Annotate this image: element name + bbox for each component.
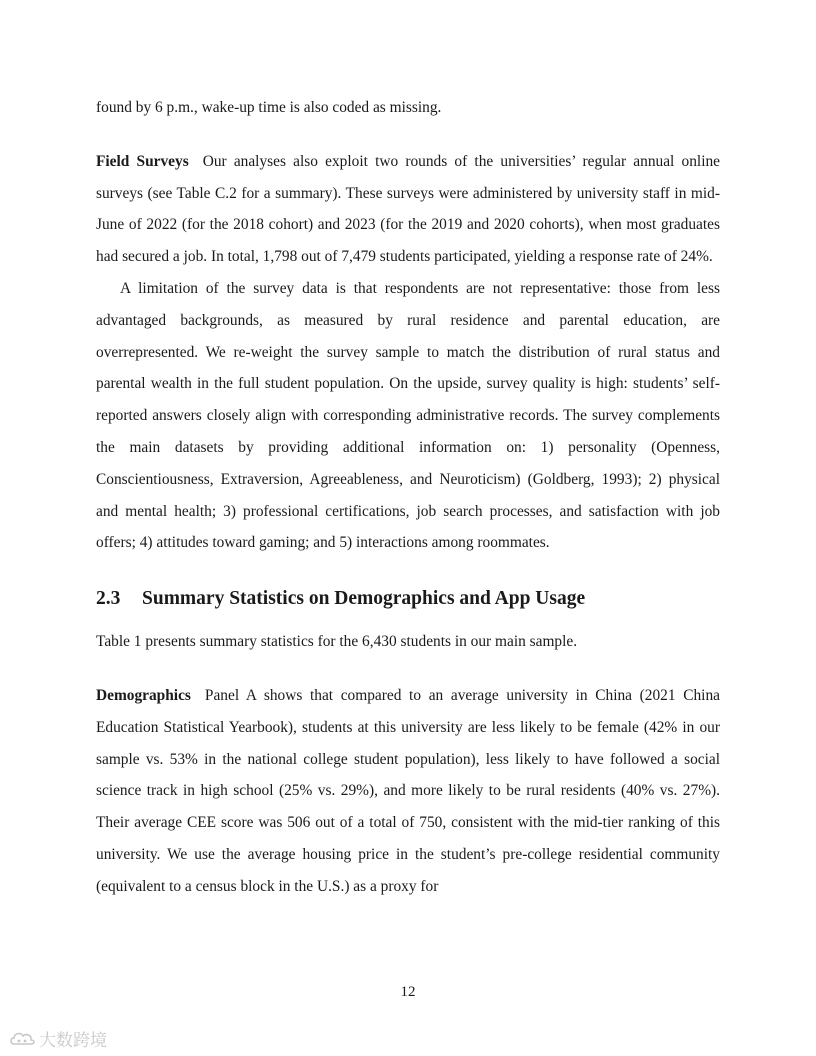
- continued-paragraph: found by 6 p.m., wake-up time is also coded as missing.: [96, 99, 442, 116]
- section-title: Summary Statistics on Demographics and App Usage: [142, 588, 586, 610]
- demographics-paragraph: [96, 680, 720, 903]
- field-surveys-text: Our analyses also exploit two rounds of the universities’ regular annual online surveys (see Table C.2 for a summary). These surveys were administered by university staff in mid-June of 2022 (for the 2018 cohort) and 2023 (for the 2019 and 2020 cohorts), when most graduates had secured a job. In total, 1,798 out of 7,479 students participated, yielding a response rate of 24%.: [96, 152, 720, 266]
- survey-limitation-paragraph: A limitation of the survey data is that respondents are not representative: those from less advantaged backgrounds, as measured by rural residence and parental education, are overrepresented. We re-weight the survey sample to match the distribution of rural status and parental wealth in the full student population. On the upside, survey quality is high: students’ self-reported answers closely align with corresponding administrative records. The survey complements the main datasets by providing additional information on: 1) personality (Openness, Conscientiousness, Extraversion, Agreeableness, and Neuroticism) (Goldberg, 1993); 2) physical and mental health; 3) professional certifications, job search processes, and satisfaction with job offers; 4) attitudes toward gaming; and 5) interactions among roommates.: [96, 279, 720, 552]
- field-surveys-paragraph: [96, 146, 720, 273]
- demographics-text: Panel A shows that compared to an average university in China (2021 China Education Statistical Yearbook), students at this university are less likely to be female (42% in our sample vs. 53% in the national college student population), less likely to have followed a social science track in high school (25% vs. 29%), and more likely to be rural residents (40% vs. 27%). Their average CEE score was 506 out of a total of 750, consistent with the mid-tier ranking of this university. We use the average housing price in the student’s pre-college residential community (equivalent to a census block in the U.S.) as a proxy for: [96, 686, 720, 895]
- page-body: [96, 92, 720, 903]
- page-number: 12: [400, 984, 416, 1000]
- cloud-logo-icon: [8, 1029, 36, 1049]
- field-surveys-heading: Field Surveys: [96, 152, 189, 170]
- section-heading: [96, 586, 720, 612]
- watermark-text: 大数跨境: [39, 1031, 107, 1051]
- watermark: [8, 1026, 107, 1051]
- demographics-heading: Demographics: [96, 686, 191, 704]
- section-number: 2.3: [96, 588, 121, 610]
- section-intro-paragraph: Table 1 presents summary statistics for the 6,430 students in our main sample.: [96, 633, 578, 651]
